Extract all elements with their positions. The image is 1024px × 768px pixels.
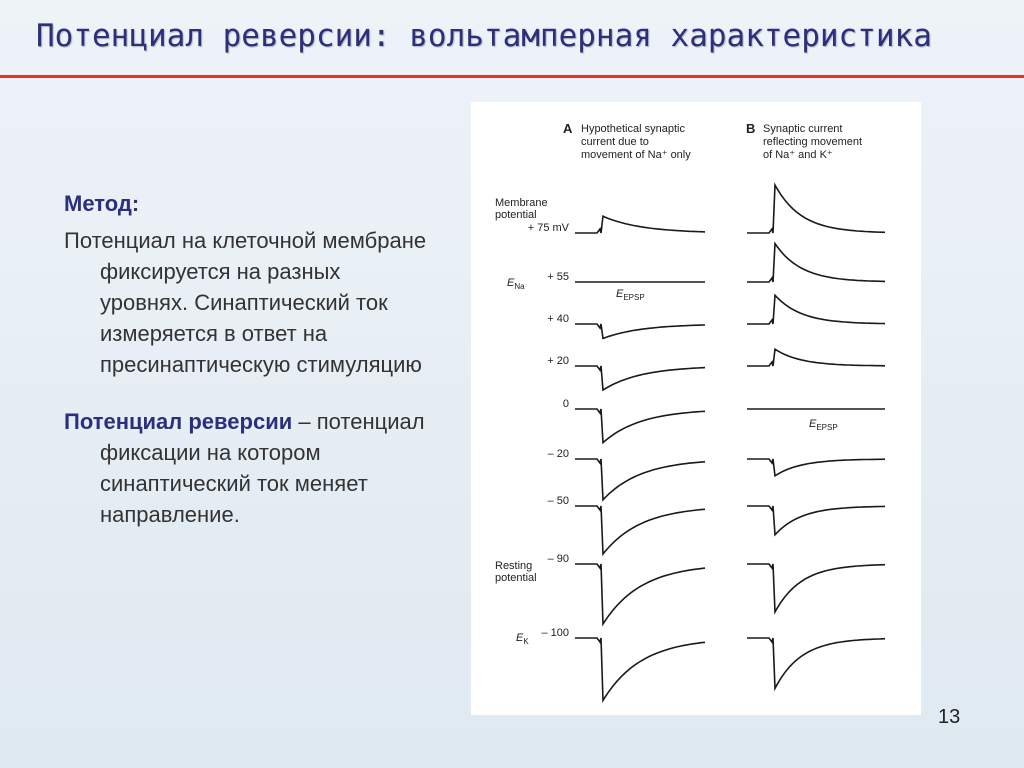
panel-a-caption-line-1: Hypothetical synaptic	[581, 123, 685, 135]
panel-a-trace	[575, 506, 705, 554]
trace-rows	[528, 185, 885, 700]
ena-symbol: E	[507, 277, 515, 289]
panel-a-letter: A	[563, 121, 573, 136]
eepsp-a-subscript: EPSP	[623, 293, 645, 302]
panel-b-caption-line-3: of Na⁺ and K⁺	[763, 149, 833, 161]
panel-a-caption-line-2: current due to	[581, 136, 649, 148]
slide-title: Потенциал реверсии: вольтамперная характеристика	[36, 18, 932, 54]
membrane-potential-line-1: Membrane	[495, 197, 548, 209]
ek-label	[516, 632, 529, 646]
row-label: – 20	[547, 448, 569, 460]
method-description: Потенциал на клеточной мембране фиксируется на разных уровнях. Синаптический ток измеряется в ответ на пресинаптическую стимуляцию	[64, 228, 427, 377]
reversal-description: потенциал фиксации на котором синаптический ток меняет направление.	[100, 409, 425, 527]
row-label: 0	[562, 398, 569, 410]
panel-a-trace	[575, 564, 705, 624]
eepsp-label-a	[616, 288, 645, 302]
method-heading: Метод:	[64, 191, 140, 216]
membrane-potential-line-2: potential	[495, 209, 537, 221]
panel-a-trace	[575, 366, 705, 390]
voltage-clamp-diagram	[471, 102, 921, 715]
row-label: – 90	[547, 553, 569, 565]
eepsp-a-symbol: E	[616, 288, 624, 300]
row-label: + 20	[547, 355, 569, 367]
panel-b-trace	[747, 349, 885, 366]
panel-b-trace	[747, 295, 885, 324]
panel-b-trace	[747, 185, 885, 233]
paragraph-gap	[64, 380, 434, 406]
panel-a-trace	[575, 216, 705, 233]
panel-b-trace	[747, 459, 885, 476]
row-label: + 75 mV	[527, 222, 569, 234]
resting-potential-line-1: Resting	[495, 560, 533, 572]
panel-b-caption-line-1: Synaptic current	[763, 123, 843, 135]
resting-potential-line-2: potential	[495, 572, 537, 584]
panel-a-trace	[575, 409, 705, 443]
row-label: + 40	[547, 313, 569, 325]
row-label: – 50	[547, 495, 569, 507]
ena-label	[507, 277, 525, 291]
title-divider	[0, 75, 1024, 78]
panel-b-trace	[747, 506, 885, 535]
panel-a-trace	[575, 638, 705, 700]
eepsp-b-symbol: E	[809, 418, 817, 430]
panel-b-caption-line-2: reflecting movement	[763, 136, 863, 148]
panel-a-trace	[575, 324, 705, 338]
ek-subscript: K	[523, 637, 529, 646]
row-label: + 55	[547, 271, 569, 283]
eepsp-b-subscript: EPSP	[816, 423, 838, 432]
ena-subscript: Na	[514, 282, 525, 291]
reversal-definition	[64, 406, 434, 530]
reversal-dash: –	[292, 409, 317, 434]
panel-b-trace	[747, 244, 885, 282]
ek-symbol: E	[516, 632, 524, 644]
panel-b-letter: B	[746, 121, 756, 136]
text-panel	[64, 188, 434, 530]
panel-b-trace	[747, 564, 885, 612]
eepsp-label-b	[809, 418, 838, 432]
page-number: 13	[938, 706, 961, 728]
row-label: – 100	[541, 627, 569, 639]
voltage-clamp-figure	[471, 102, 921, 715]
panel-a-caption-line-3: movement of Na⁺ only	[581, 149, 691, 161]
panel-b-trace	[747, 638, 885, 688]
reversal-term: Потенциал реверсии	[64, 409, 293, 434]
panel-a-trace	[575, 459, 705, 500]
